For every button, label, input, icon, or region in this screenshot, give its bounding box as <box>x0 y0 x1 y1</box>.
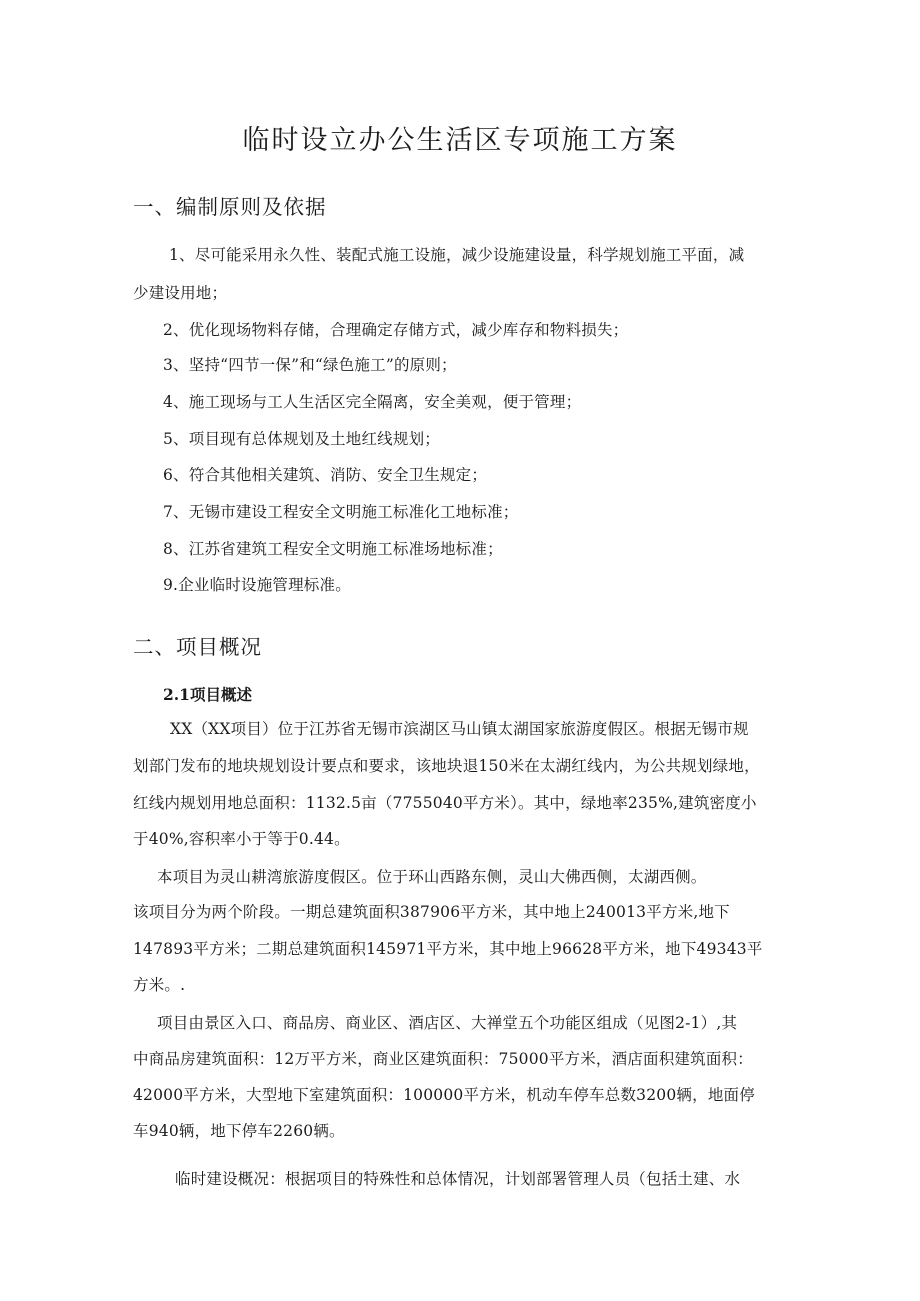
section-heading-overview: 二、项目概况 <box>133 635 262 659</box>
subsection-heading: 2.1项目概述 <box>163 685 252 704</box>
overview-para-1-line-4: 于40%,容积率小于等于0.44。 <box>133 830 350 848</box>
principle-item-8: 8、江苏省建筑工程安全文明施工标准场地标准； <box>163 540 503 558</box>
document-title: 临时设立办公生活区专项施工方案 <box>242 125 678 156</box>
overview-para-2-line-4: 方米。. <box>133 976 186 994</box>
overview-para-2-line-1: 本项目为灵山耕湾旅游度假区。位于环山西路东侧，灵山大佛西侧，太湖西侧。 <box>157 868 707 886</box>
principle-item-7: 7、无锡市建设工程安全文明施工标准化工地标准； <box>163 503 519 521</box>
overview-para-4-line-1: 临时建设概况：根据项目的特殊性和总体情况，计划部署管理人员（包括土建、水 <box>175 1170 741 1188</box>
overview-para-3-line-2: 中商品房建筑面积：12万平方米，商业区建筑面积：75000平方米，酒店面积建筑面积： <box>133 1050 753 1068</box>
principle-item-9: 9.企业临时设施管理标准。 <box>163 576 351 594</box>
overview-para-3-line-1: 项目由景区入口、商品房、商业区、酒店区、大禅堂五个功能区组成（见图2-1）,其 <box>157 1014 738 1032</box>
overview-para-2-line-2: 该项目分为两个阶段。一期总建筑面积387906平方米，其中地上240013平方米,地下 <box>133 903 730 921</box>
principle-item-1-line-2: 少建设用地； <box>133 284 228 302</box>
principle-item-1-line-1: 1、尽可能采用永久性、装配式施工设施，减少设施建设量，科学规划施工平面，减 <box>169 246 745 264</box>
overview-para-3-line-3: 42000平方米，大型地下室建筑面积：100000平方米，机动车停车总数3200辆，地面停 <box>133 1086 755 1104</box>
principle-item-3: 3、坚持“四节一保”和“绿色施工”的原则； <box>163 356 457 374</box>
overview-para-1-line-2: 划部门发布的地块规划设计要点和要求，该地块退150米在太湖红线内，为公共规划绿地， <box>133 757 760 775</box>
principle-item-5: 5、项目现有总体规划及土地红线规划； <box>163 430 440 448</box>
overview-para-3-line-4: 车940辆，地下停车2260辆。 <box>133 1122 345 1140</box>
principle-item-6: 6、符合其他相关建筑、消防、安全卫生规定； <box>163 466 488 484</box>
section-heading-principles: 一、编制原则及依据 <box>133 195 327 219</box>
overview-para-1-line-1: XX（XX项目）位于江苏省无锡市滨湖区马山镇太湖国家旅游度假区。根据无锡市规 <box>170 720 749 738</box>
principle-item-2: 2、优化现场物料存储，合理确定存储方式，减少库存和物料损失； <box>163 321 629 339</box>
overview-para-2-line-3: 147893平方米；二期总建筑面积145971平方米，其中地上96628平方米，地下49343平 <box>133 940 763 958</box>
overview-para-1-line-3: 红线内规划用地总面积：1132.5亩（7755040平方米）。其中，绿地率235%,建筑密度小 <box>133 794 757 812</box>
principle-item-4: 4、施工现场与工人生活区完全隔离，安全美观，便于管理； <box>163 393 582 411</box>
